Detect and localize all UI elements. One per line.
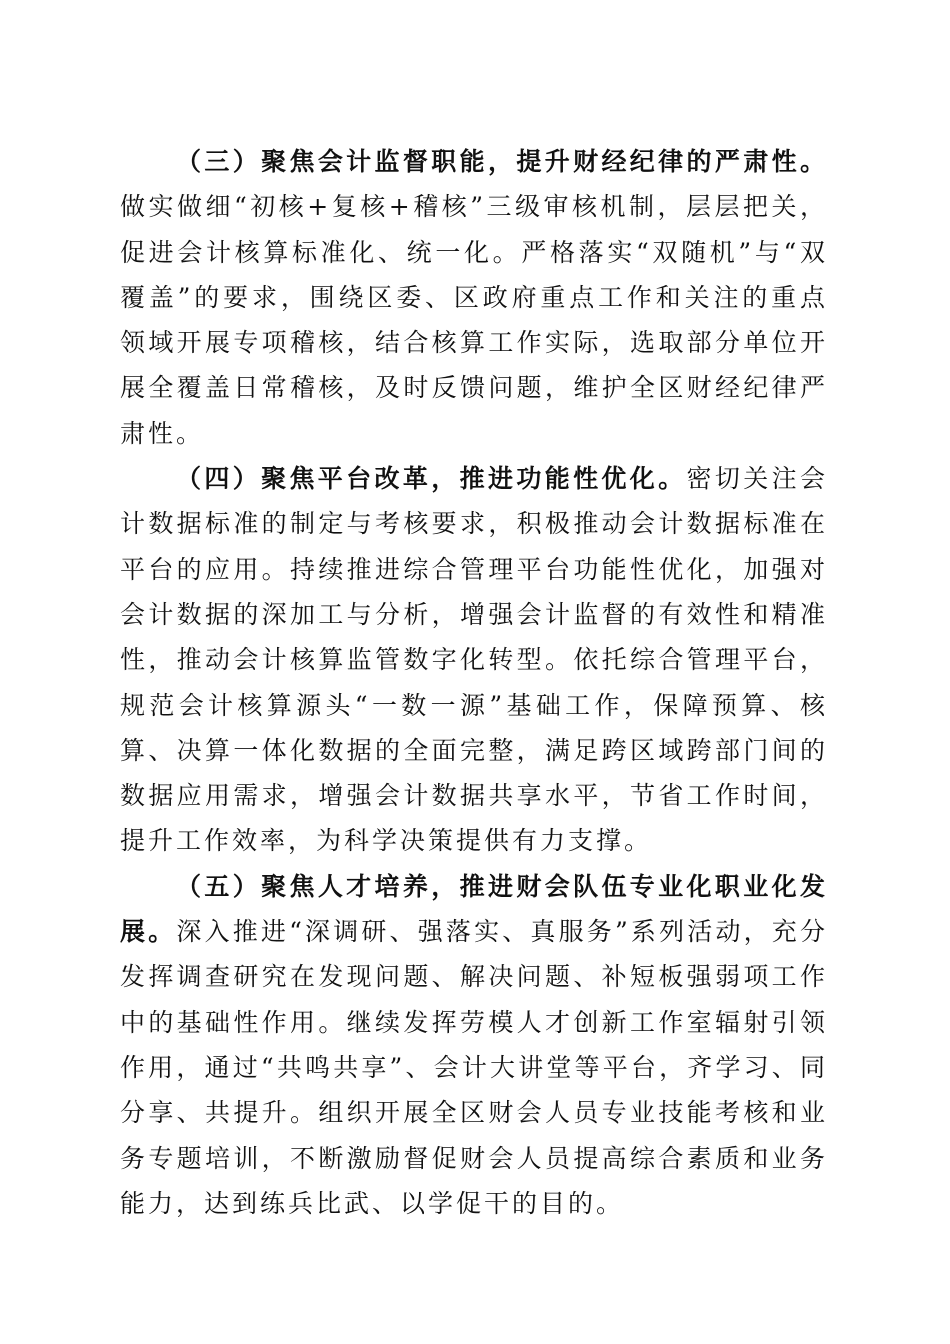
paragraph-heading: （五）聚焦人才培养，推进财会队伍专业化职业化发展。 bbox=[120, 871, 828, 947]
paragraph-text: 密切关注会计数据标准的制定与考核要求，积极推动会计数据标准在平台的应用。持续推进综合管理平台功能性优化，加强对会计数据的深加工与分析，增强会计监督的有效性和精准性，推动会计核算监管数字化转型。依托综合管理平台，规范会计核算源头“一数一源”基础工作，保障预算、核算、决算一体化数据的全面完整，满足跨区域跨部门间的数据应用需求，增强会计数据共享水平，节省工作时间，提升工作效率，为科学决策提供有力支撑。 bbox=[120, 464, 828, 856]
paragraph-text: 做实做细“初核+复核+稽核”三级审核机制，层层把关，促进会计核算标准化、统一化。严格落实“双随机”与“双覆盖”的要求，围绕区委、区政府重点工作和关注的重点领域开展专项稽核，结合核算工作实际，选取部分单位开展全覆盖日常稽核，及时反馈问题，维护全区财经纪律严肃性。 bbox=[120, 192, 828, 448]
paragraph-heading: （三）聚焦会计监督职能，提升财经纪律的严肃性。 bbox=[176, 147, 828, 176]
document-body bbox=[120, 139, 828, 1226]
paragraph-text: 深入推进“深调研、强落实、真服务”系列活动，充分发挥调查研究在发现问题、解决问题、补短板强弱项工作中的基础性作用。继续发挥劳模人才创新工作室辐射引领作用，通过“共鸣共享”、会计大讲堂等平台，齐学习、同分享、共提升。组织开展全区财会人员专业技能考核和业务专题培训，不断激励督促财会人员提高综合素质和业务能力，达到练兵比武、以学促干的目的。 bbox=[120, 917, 828, 1218]
paragraph-wu bbox=[120, 864, 828, 1226]
paragraph-heading: （四）聚焦平台改革，推进功能性优化。 bbox=[176, 464, 687, 494]
paragraph-si bbox=[120, 456, 828, 864]
paragraph-san bbox=[120, 139, 828, 456]
